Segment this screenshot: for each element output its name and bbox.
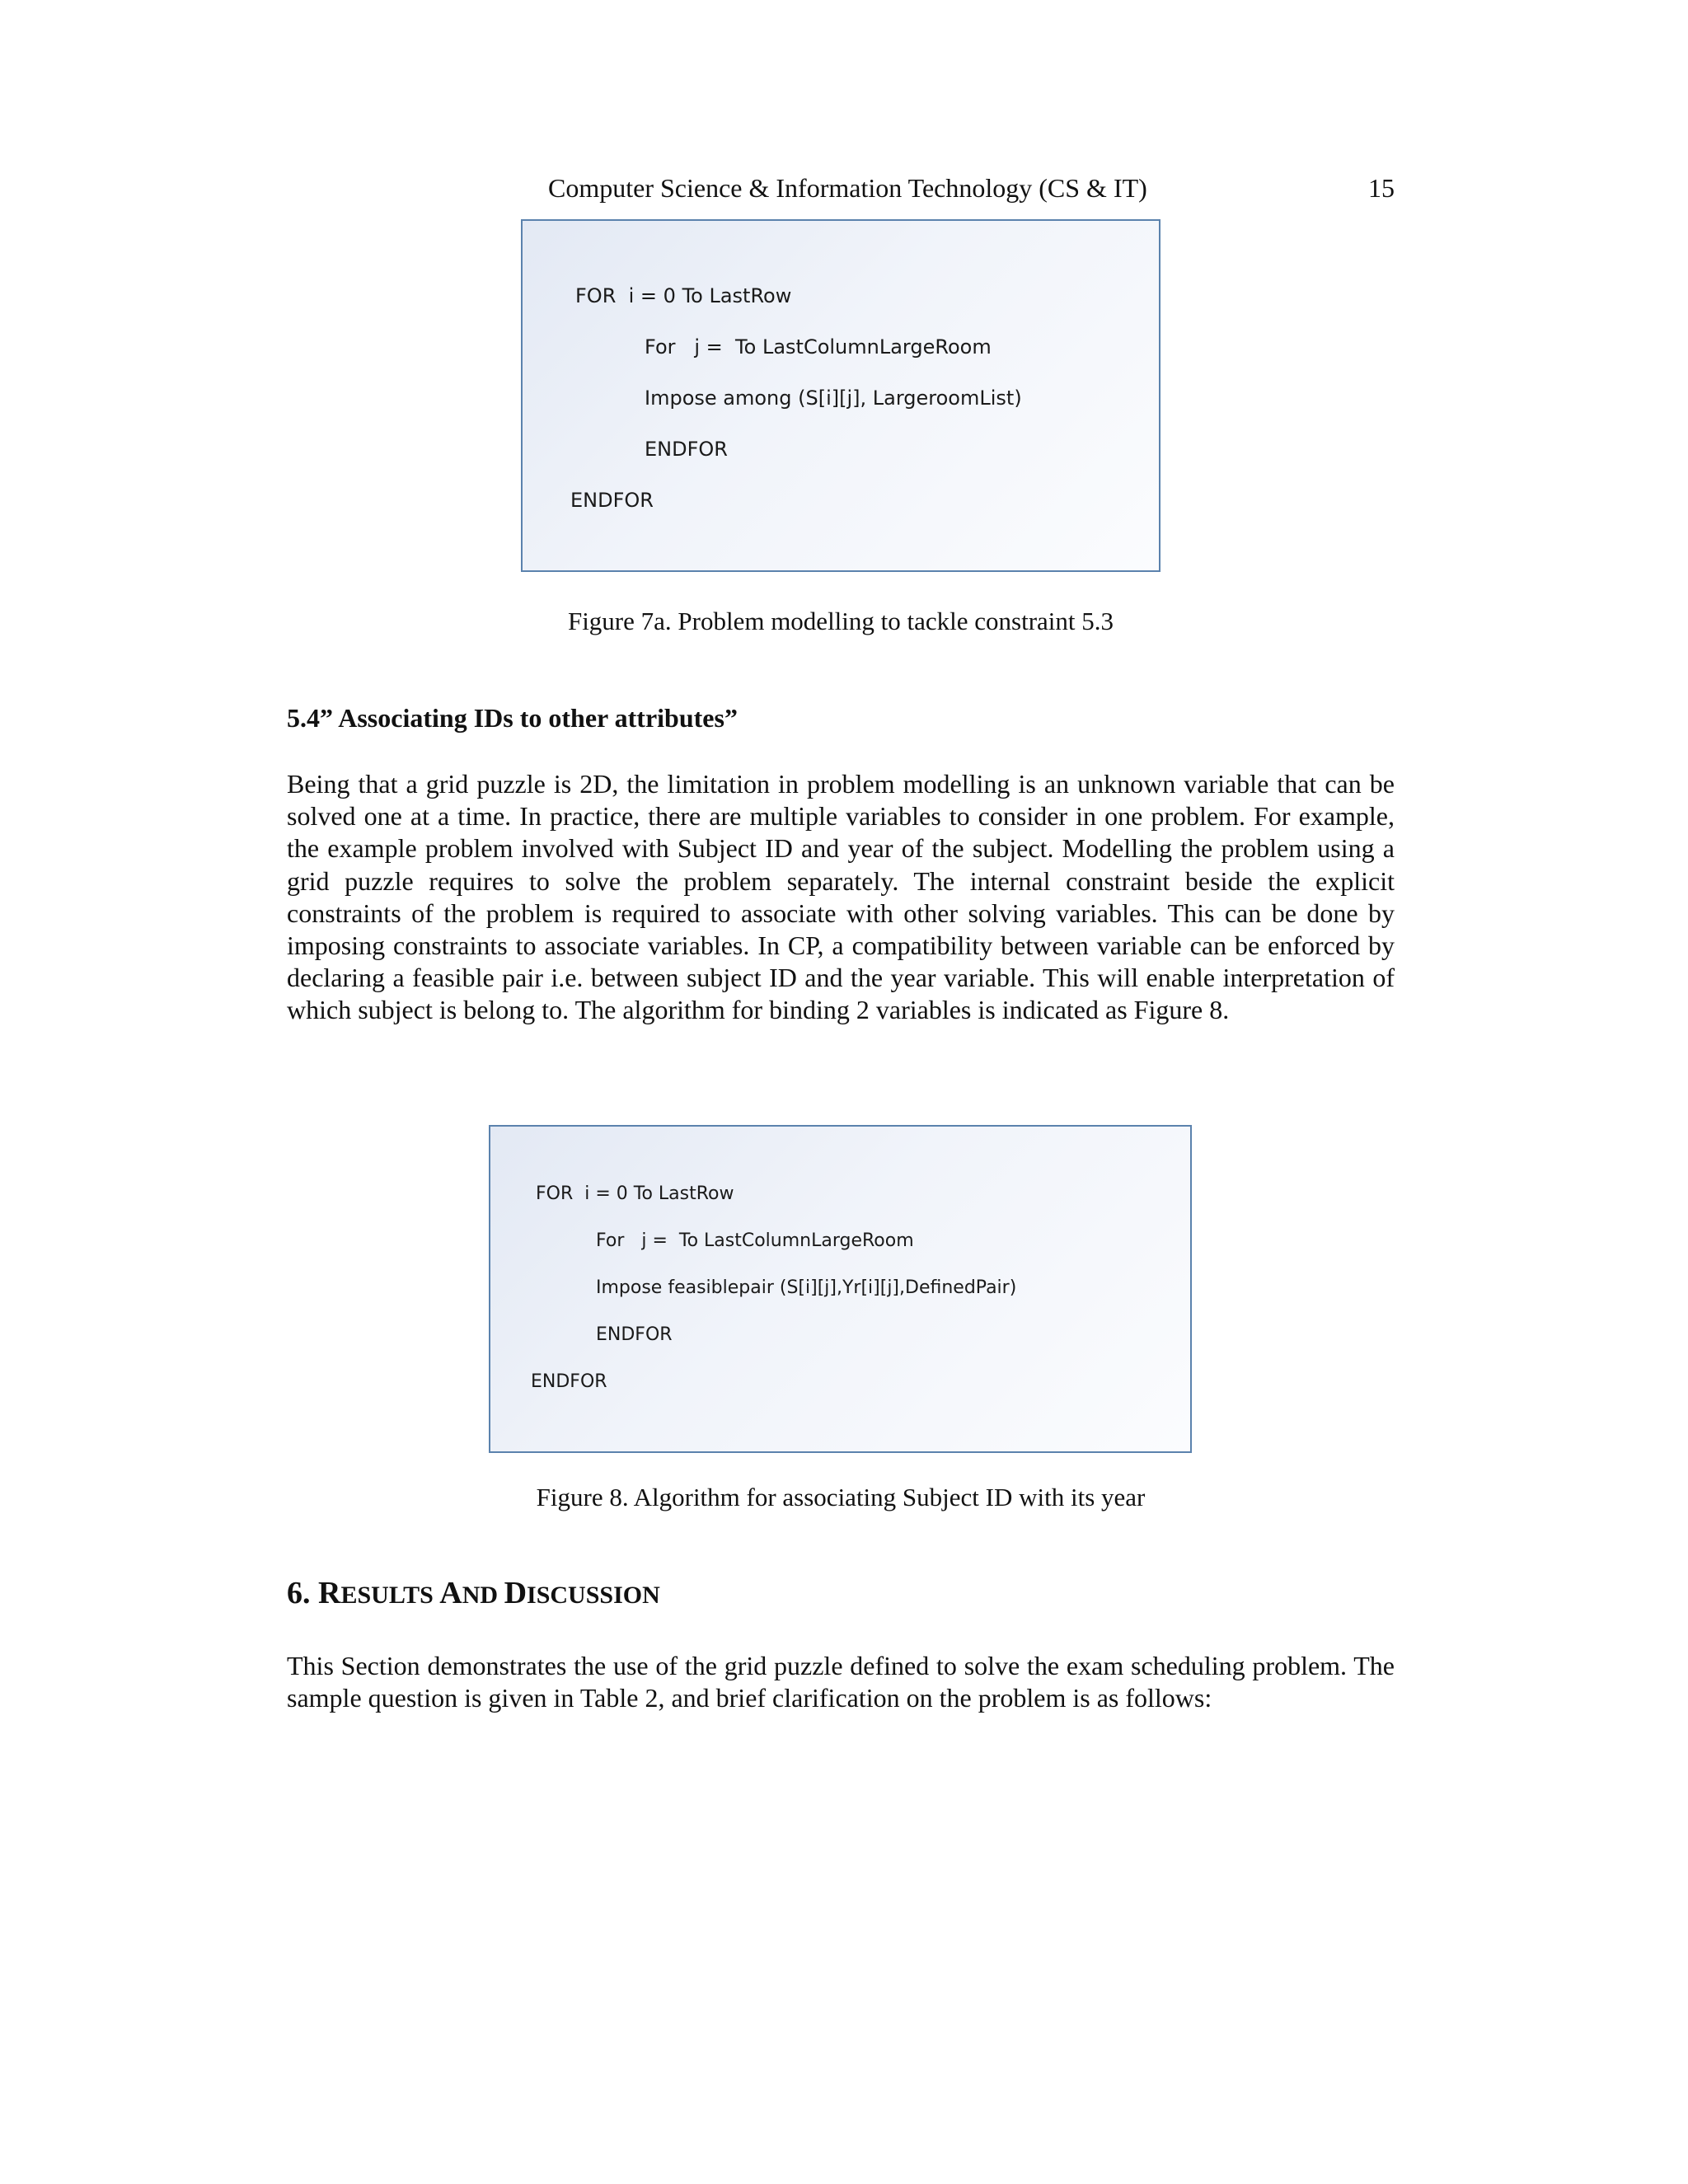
code-line: FOR i = 0 To LastRow <box>575 284 792 307</box>
heading-part: A <box>439 1576 462 1610</box>
figure-8-caption: Figure 8. Algorithm for associating Subject ID with its year <box>536 1483 1146 1511</box>
figure-7a-code-box <box>521 219 1160 572</box>
running-header <box>287 170 1395 206</box>
code-line: FOR i = 0 To LastRow <box>536 1183 734 1204</box>
heading-part: D <box>504 1576 528 1610</box>
code-line: ENDFOR <box>570 489 654 512</box>
heading-part: ISCUSSION <box>527 1582 660 1609</box>
code-line: For j = To LastColumnLargeRoom <box>596 1230 914 1251</box>
heading-part: R <box>318 1576 341 1610</box>
section-number: 6. <box>287 1576 318 1610</box>
code-line: Impose among (S[i][j], LargeroomList) <box>645 387 1022 410</box>
section-5-4-paragraph: Being that a grid puzzle is 2D, the limitation in problem modelling is an unknown variable that can be solved one at a time. In practice, there are multiple variables to consider in one problem. For example, the example problem involved with Subject ID and year of the subject. Modelling the problem using a grid puzzle requires to solve the problem separately. The internal constraint beside the explicit constraints of the problem is required to associate with other solving variables. This can be done by imposing constraints to associate variables. In CP, a compatibility between variable can be enforced by declaring a feasible pair i.e. between subject ID and the year variable. This will enable interpretation of which subject is belong to. The algorithm for binding 2 variables is indicated as Figure 8. <box>287 769 1395 1025</box>
code-line: ENDFOR <box>531 1371 607 1392</box>
heading-part: ESULTS <box>340 1582 440 1609</box>
journal-title: Computer Science & Information Technology (CS & IT) <box>548 173 1147 203</box>
section-5-4-heading: 5.4” Associating IDs to other attributes” <box>287 703 738 733</box>
code-line: ENDFOR <box>596 1324 673 1345</box>
figure-7a-caption: Figure 7a. Problem modelling to tackle constraint 5.3 <box>567 607 1114 635</box>
code-line: Impose feasiblepair (S[i][j],Yr[i][j],DefinedPair) <box>596 1277 1017 1298</box>
section-6-paragraph: This Section demonstrates the use of the grid puzzle defined to solve the exam scheduling problem. The sample question is given in Table 2, and brief clarification on the problem is as follows: <box>287 1651 1395 1713</box>
section-6-heading <box>287 1573 1395 1615</box>
code-line: For j = To LastColumnLargeRoom <box>645 335 992 359</box>
figure-8-code-box <box>489 1125 1192 1453</box>
heading-part: ND <box>462 1582 504 1609</box>
code-line: ENDFOR <box>645 438 728 461</box>
page-number: 15 <box>1368 173 1395 203</box>
